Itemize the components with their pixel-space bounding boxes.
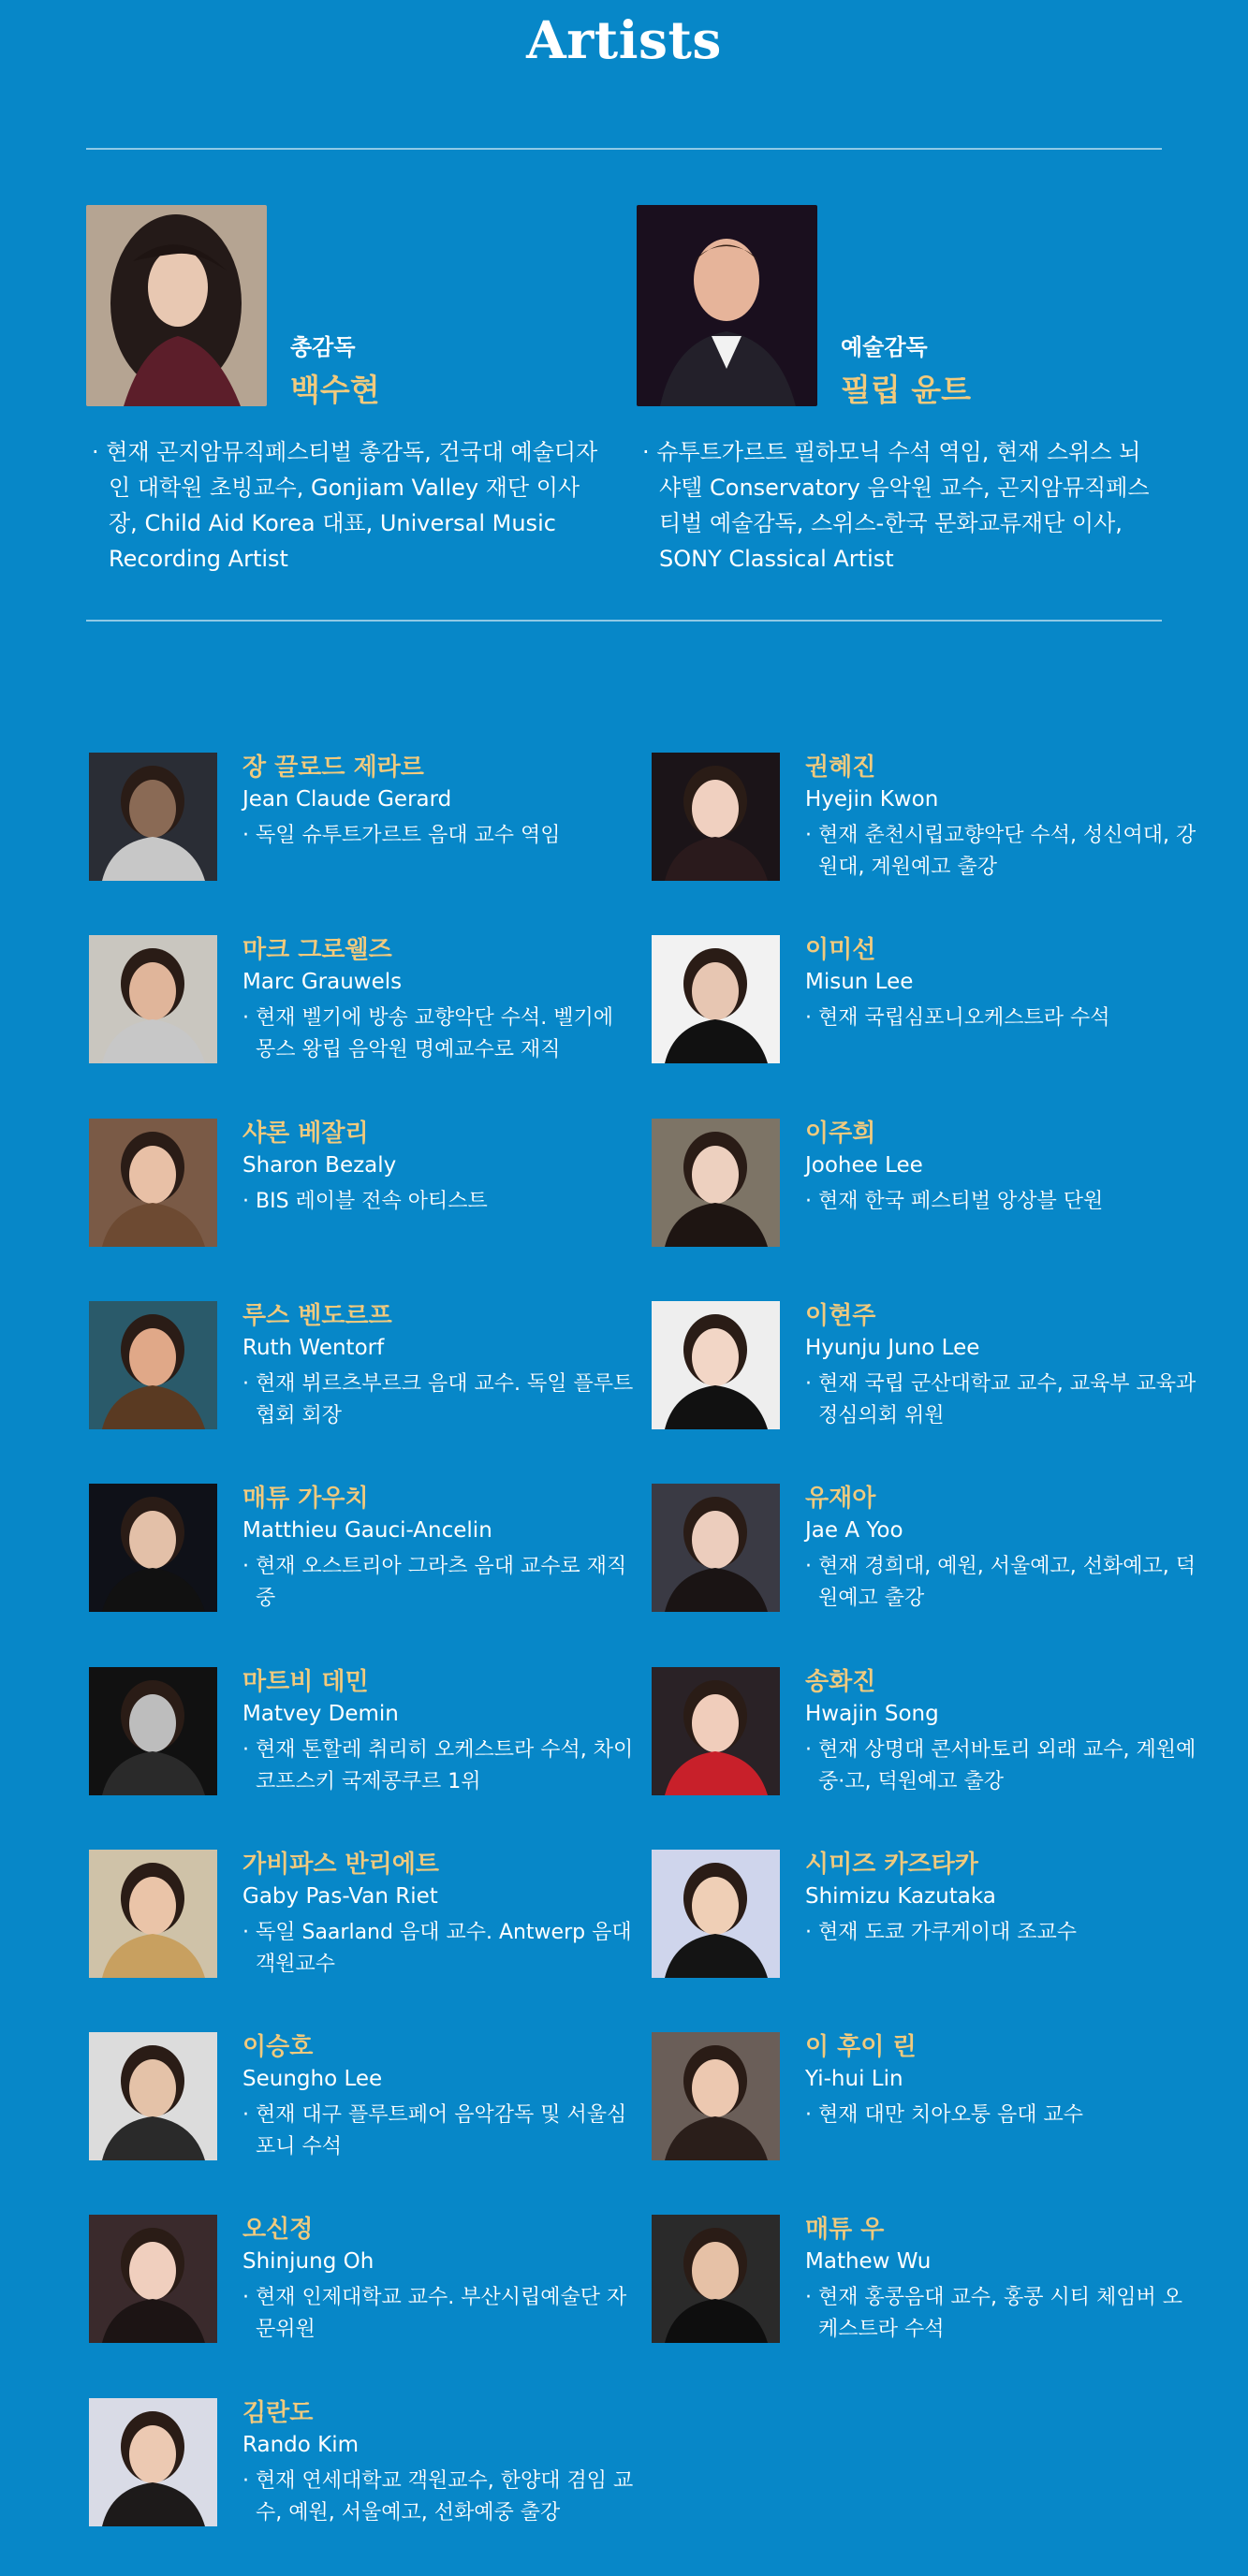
- artist-photo: [89, 2032, 217, 2160]
- artist-card: [86, 2215, 629, 2355]
- artist-card: [86, 1850, 632, 1990]
- artist-card: [649, 1119, 1192, 1259]
- artist-photo: [89, 2398, 217, 2526]
- artist-description: · 현재 인제대학교 교수. 부산시립예술단 자문위원: [242, 2286, 627, 2342]
- director-photo: [637, 205, 817, 406]
- artist-card: [86, 935, 629, 1076]
- artist-card: [86, 1667, 634, 1808]
- artist-name-en: Rando Kim: [242, 2432, 360, 2457]
- director-photo: [86, 205, 267, 406]
- artist-name-ko: 마크 그로웰즈: [242, 936, 392, 965]
- artist-description: · 현재 도쿄 가쿠게이대 조교수: [805, 1920, 1077, 1944]
- artist-name-ko: 매튜 우: [805, 2216, 885, 2245]
- artist-card: [649, 753, 1197, 893]
- artist-description: · BIS 레이블 전속 아티스트: [242, 1189, 488, 1213]
- artist-name-en: Mathew Wu: [805, 2249, 932, 2275]
- artist-card: [649, 2215, 1192, 2355]
- artist-name-ko: 이 후이 린: [805, 2033, 917, 2062]
- artist-name-en: Seungho Lee: [242, 2067, 383, 2092]
- artist-photo: [652, 753, 780, 881]
- artist-card: [649, 935, 1192, 1076]
- artist-photo: [652, 1667, 780, 1795]
- artist-photo: [89, 1301, 217, 1429]
- artist-photo: [652, 1484, 780, 1612]
- artist-photo: [89, 1484, 217, 1612]
- director-card-general: [86, 205, 598, 579]
- artist-name-en: Shinjung Oh: [242, 2249, 374, 2275]
- artist-description: · 현재 뷔르츠부르크 음대 교수. 독일 플루트 협회 회장: [242, 1371, 634, 1427]
- artist-name-ko: 루스 벤도르프: [242, 1301, 392, 1330]
- artist-name-en: Misun Lee: [805, 970, 914, 995]
- page-title: Artists: [526, 9, 722, 70]
- artist-photo: [89, 753, 217, 881]
- artist-photo: [89, 1667, 217, 1795]
- artist-name-ko: 권혜진: [805, 754, 876, 782]
- artist-name-en: Shimizu Kazutaka: [805, 1883, 996, 1909]
- artist-card: [649, 1667, 1197, 1808]
- artist-description: · 현재 연세대학교 객원교수, 한양대 겸임 교수, 예원, 서울예고, 선화예중 출강: [242, 2468, 634, 2525]
- artist-description: · 현재 경희대, 예원, 서울예고, 선화예고, 덕원예고 출강: [805, 1555, 1196, 1611]
- artist-description: · 독일 슈투트가르트 음대 교수 역임: [242, 824, 561, 847]
- artist-name-en: Jae A Yoo: [805, 1518, 903, 1544]
- artist-name-ko: 김란도: [242, 2398, 314, 2427]
- artist-description: · 현재 상명대 콘서바토리 외래 교수, 계원예중·고, 덕원예고 출강: [805, 1737, 1197, 1793]
- artist-name-en: Hwajin Song: [805, 1701, 939, 1726]
- artist-card: [86, 1119, 629, 1259]
- artist-photo: [89, 935, 217, 1063]
- artist-photo: [652, 935, 780, 1063]
- artist-photo: [652, 2215, 780, 2343]
- director-bio: · 슈투트가르트 필하모닉 수석 역임, 현재 스위스 뇌샤텔 Conservatory 음악원 교수, 곤지암뮤직페스티벌 예술감독, 스위스-한국 문화교류재단 이사, SONY Classical Artist: [642, 439, 1150, 572]
- artist-name-ko: 샤론 베잘리: [242, 1119, 369, 1148]
- director-bio: · 현재 곤지암뮤직페스티벌 총감독, 건국대 예술디자인 대학원 초빙교수, Gonjiam Valley 재단 이사장, Child Aid Korea 대표, Universal Music Recording Artist: [92, 439, 598, 572]
- artist-name-en: Marc Grauwels: [242, 970, 403, 995]
- artist-photo: [652, 1301, 780, 1429]
- artist-name-en: Yi-hui Lin: [805, 2067, 903, 2092]
- artist-description: · 현재 대만 치아오퉁 음대 교수: [805, 2103, 1083, 2128]
- artist-photo: [652, 1850, 780, 1978]
- artist-description: · 현재 국립심포니오케스트라 수석: [805, 1006, 1110, 1031]
- artist-card: [649, 1301, 1197, 1442]
- artist-card: [86, 1484, 629, 1624]
- artist-card: [86, 2032, 629, 2173]
- artist-description: · 현재 대구 플루트페어 음악감독 및 서울심포니 수석: [242, 2103, 627, 2159]
- artist-name-en: Matvey Demin: [242, 1701, 399, 1726]
- artist-card: [649, 1484, 1196, 1624]
- artist-name-ko: 장 끌로드 제라르: [242, 754, 424, 782]
- divider-top: [86, 148, 1162, 150]
- artist-name-en: Sharon Bezaly: [242, 1152, 397, 1178]
- artist-photo: [89, 1119, 217, 1247]
- artist-name-ko: 가비파스 반리에트: [242, 1850, 439, 1879]
- artist-name-ko: 마트비 데민: [242, 1667, 369, 1696]
- director-card-artistic: [637, 205, 1150, 579]
- artist-description: · 현재 벨기에 방송 교향악단 수석. 벨기에 몽스 왕립 음악원 명예교수로 재직: [242, 1006, 613, 1062]
- artist-name-ko: 이승호: [242, 2033, 314, 2062]
- artist-name-ko: 송화진: [805, 1667, 876, 1696]
- artist-name-en: Jean Claude Gerard: [242, 787, 452, 812]
- artist-name-en: Hyejin Kwon: [805, 787, 939, 812]
- artist-description: · 현재 한국 페스티벌 앙상블 단원: [805, 1189, 1104, 1213]
- artist-name-ko: 시미즈 카즈타카: [805, 1850, 978, 1879]
- artist-card: [649, 1850, 1192, 1990]
- director-name: 필립 윤트: [841, 372, 972, 408]
- artist-name-en: Joohee Lee: [805, 1152, 923, 1178]
- artist-name-en: Gaby Pas-Van Riet: [242, 1883, 438, 1909]
- artist-name-ko: 이현주: [805, 1301, 876, 1330]
- artist-description: · 현재 톤할레 취리히 오케스트라 수석, 차이코프스키 국제콩쿠르 1위: [242, 1737, 634, 1793]
- artist-description: · 독일 Saarland 음대 교수. Antwerp 음대 객원교수: [242, 1920, 632, 1976]
- artist-card: [649, 2032, 1192, 2173]
- artist-card: [86, 753, 629, 893]
- artist-photo: [89, 1850, 217, 1978]
- artist-name-ko: 이주희: [805, 1119, 876, 1148]
- artist-name-en: Matthieu Gauci-Ancelin: [242, 1518, 492, 1544]
- artist-name-en: Hyunju Juno Lee: [805, 1335, 980, 1360]
- director-name: 백수현: [290, 372, 380, 408]
- artist-photo: [89, 2215, 217, 2343]
- artist-card: [86, 2398, 634, 2539]
- artist-description: · 현재 국립 군산대학교 교수, 교육부 교육과정심의회 위원: [805, 1371, 1197, 1427]
- artist-description: · 현재 춘천시립교향악단 수석, 성신여대, 강원대, 계원예고 출강: [805, 824, 1197, 879]
- artist-photo: [652, 2032, 780, 2160]
- divider-bottom: [86, 620, 1162, 622]
- artist-photo: [652, 1119, 780, 1247]
- artist-name-ko: 이미선: [805, 936, 876, 965]
- director-role: 예술감독: [841, 334, 928, 360]
- artist-description: · 현재 홍콩음대 교수, 홍콩 시티 체임버 오케스트라 수석: [805, 2286, 1182, 2342]
- artist-name-ko: 유재아: [805, 1485, 876, 1514]
- director-role: 총감독: [290, 334, 356, 360]
- artist-description: · 현재 오스트리아 그라츠 음대 교수로 재직 중: [242, 1555, 627, 1611]
- artist-name-en: Ruth Wentorf: [242, 1335, 385, 1360]
- artist-card: [86, 1301, 634, 1442]
- artist-name-ko: 오신정: [242, 2216, 314, 2245]
- artist-name-ko: 매튜 가우치: [242, 1485, 369, 1514]
